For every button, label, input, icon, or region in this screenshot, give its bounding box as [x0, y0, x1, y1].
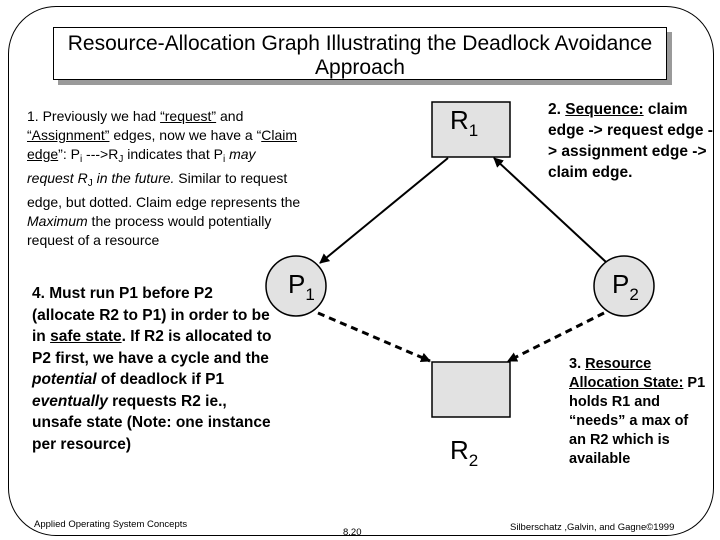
assignment-edge-r1-p1 [320, 158, 448, 263]
slide-title: Resource-Allocation Graph Illustrating the Deadlock Avoidance Approach [53, 27, 667, 80]
note-claim-edge: 1. Previously we had “request” and “Assignment” edges, now we have a “Claim edge”: $P_i$ $--->R_J$ indicates that $P_i$ may request $R_J$ in the future. Similar to request edge, but dotted. Claim edge represents the Maximum the process would potentially request of a resource [27, 108, 301, 248]
note-safe-state: 4. Must run P1 before P2 (allocate R2 to P1) in order to be in safe state. If R2 is allocated to P2 first, we have a cycle and the potential of deadlock if P1 eventually requests R2 ie., unsafe state (Note: one instance per resource) [32, 285, 272, 453]
resource-r2-box [432, 362, 510, 417]
footer-authors: Silberschatz ,Galvin, and Gagne©1999 [510, 522, 675, 533]
p1-label: $P_1$ [288, 269, 315, 304]
p2-label: $P_2$ [612, 269, 639, 304]
footer-page-number: 8.20 [343, 527, 362, 538]
footer-book-title: Applied Operating System Concepts [34, 519, 188, 530]
r2-label: $R_2$ [450, 435, 479, 470]
claim-edge-p1-r2 [318, 313, 430, 361]
note-sequence: 2. Sequence: claim edge -> request edge -> assignment edge -> claim edge. [548, 101, 713, 181]
note-allocation-state: 3. Resource Allocation State: P1 holds R1 and “needs” a max of an R2 which is available [569, 356, 706, 467]
claim-edge-p2-r2 [508, 313, 604, 361]
r1-label: $R_1$ [450, 105, 479, 140]
